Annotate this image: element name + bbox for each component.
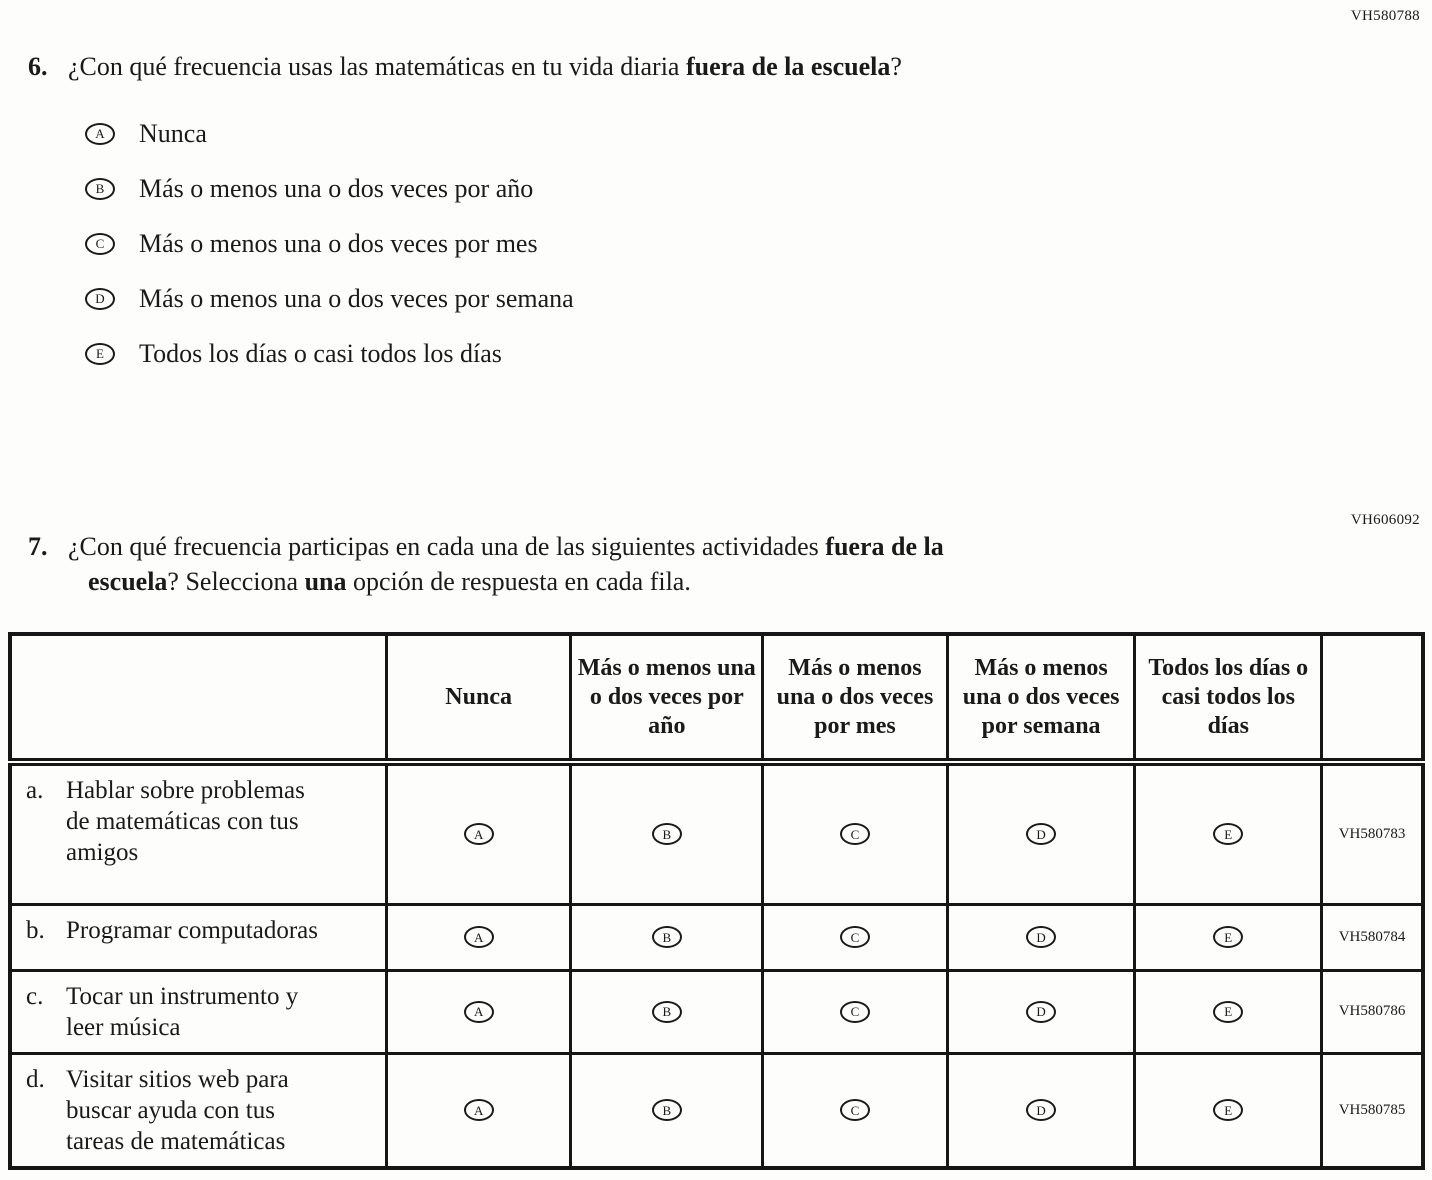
q6-option-c	[28, 216, 1388, 271]
matrix-row-a-stem	[10, 762, 386, 904]
matrix-row-c-bubble-a[interactable]: A	[464, 1001, 494, 1023]
matrix-row-b-cell-c	[763, 904, 948, 970]
matrix-row-c	[10, 970, 1423, 1053]
matrix-col-header-4: Más o menos una o dos veces por semana	[947, 634, 1135, 762]
q6-option-bubble-c[interactable]: C	[85, 233, 115, 255]
matrix-row-c-stem	[10, 970, 386, 1053]
matrix-row-d-cell-e	[1135, 1053, 1322, 1168]
question-6-text: ¿Con qué frecuencia usas las matemáticas en tu vida diaria fuera de la escuela?	[68, 52, 902, 81]
matrix-col-header-5: Todos los días o casi todos los días	[1135, 634, 1322, 762]
matrix-row-a-cell-d	[947, 762, 1135, 904]
matrix-row-a-bubble-e[interactable]: E	[1213, 823, 1243, 845]
matrix-row-c-cell-d	[947, 970, 1135, 1053]
matrix-row-d-stem-text	[26, 1064, 377, 1157]
matrix-row-c-cell-a	[386, 970, 571, 1053]
matrix-row-b	[10, 904, 1423, 970]
question-7-heading	[28, 530, 1388, 564]
q6-option-d	[28, 271, 1388, 326]
matrix-row-b-stem-text	[26, 915, 377, 946]
matrix-row-c-cell-b	[571, 970, 763, 1053]
q6-option-label-e: Todos los días o casi todos los días	[139, 338, 502, 368]
q6-option-label-a: Nunca	[139, 118, 207, 148]
matrix-row-d-item-code: VH580785	[1322, 1053, 1423, 1168]
q6-option-b	[28, 161, 1388, 216]
matrix-row-c-cell-e	[1135, 970, 1322, 1053]
q6-option-bubble-d[interactable]: D	[85, 288, 115, 310]
matrix-row-c-cell-c	[763, 970, 948, 1053]
question-7-number: 7.	[28, 532, 48, 561]
q6-option-bubble-a[interactable]: A	[85, 123, 115, 145]
matrix-row-b-cell-b	[571, 904, 763, 970]
question-6-number: 6.	[28, 52, 48, 81]
matrix-row-b-stem	[10, 904, 386, 970]
matrix-col-header-1: Nunca	[386, 634, 571, 762]
matrix-row-c-stem-text	[26, 981, 377, 1043]
matrix-row-d-bubble-b[interactable]: B	[652, 1099, 682, 1121]
matrix-row-a-bubble-a[interactable]: A	[464, 823, 494, 845]
question-6	[28, 50, 1388, 381]
matrix-row-b-bubble-a[interactable]: A	[464, 926, 494, 948]
matrix-row-b-cell-a	[386, 904, 571, 970]
matrix-row-b-bubble-c[interactable]: C	[840, 926, 870, 948]
matrix-row-d-letter: d.	[26, 1065, 45, 1093]
matrix-row-b-item-code: VH580784	[1322, 904, 1423, 970]
matrix-row-b-bubble-d[interactable]: D	[1026, 926, 1056, 948]
q6-option-label-c: Más o menos una o dos veces por mes	[139, 228, 538, 258]
matrix-row-a-bubble-b[interactable]: B	[652, 823, 682, 845]
question-7-text-line1: ¿Con qué frecuencia participas en cada una de las siguientes actividades fuera de la	[68, 532, 944, 561]
matrix-row-a-cell-e	[1135, 762, 1322, 904]
matrix-row-a-item-code: VH580783	[1322, 762, 1423, 904]
q6-option-bubble-e[interactable]: E	[85, 343, 115, 365]
matrix-row-c-bubble-d[interactable]: D	[1026, 1001, 1056, 1023]
q6-option-bubble-b[interactable]: B	[85, 178, 115, 200]
matrix-row-c-bubble-c[interactable]: C	[840, 1001, 870, 1023]
matrix-row-a-label: Hablar sobre problemas de matemáticas con tus amigos	[66, 777, 305, 866]
matrix-row-d-stem	[10, 1053, 386, 1168]
frequency-matrix-table	[8, 632, 1425, 1170]
q6-option-e	[28, 326, 1388, 381]
matrix-row-a-cell-c	[763, 762, 948, 904]
matrix-body	[10, 762, 1423, 1168]
question-6-heading	[28, 50, 1388, 84]
matrix-row-c-item-code: VH580786	[1322, 970, 1423, 1053]
matrix-row-b-bubble-e[interactable]: E	[1213, 926, 1243, 948]
q6-option-a	[28, 106, 1388, 161]
matrix-row-b-cell-d	[947, 904, 1135, 970]
question-6-options	[28, 106, 1388, 381]
matrix-row-b-bubble-b[interactable]: B	[652, 926, 682, 948]
matrix-row-a	[10, 762, 1423, 904]
item-code-q7: VH606092	[1350, 512, 1420, 528]
question-7	[28, 530, 1388, 598]
matrix-row-a-stem-text	[26, 775, 377, 868]
matrix-row-d-cell-b	[571, 1053, 763, 1168]
question-7-text-line2: escuela? Selecciona una opción de respuesta en cada fila.	[88, 567, 691, 596]
matrix-row-d-bubble-c[interactable]: C	[840, 1099, 870, 1121]
matrix-row-a-cell-b	[571, 762, 763, 904]
matrix-row-c-bubble-e[interactable]: E	[1213, 1001, 1243, 1023]
matrix-row-d-cell-d	[947, 1053, 1135, 1168]
matrix-row-a-letter: a.	[26, 777, 44, 804]
matrix-row-a-bubble-c[interactable]: C	[840, 823, 870, 845]
matrix-row-b-label: Programar computadoras	[66, 916, 319, 944]
matrix-row-b-cell-e	[1135, 904, 1322, 970]
item-code-q6: VH580788	[1350, 8, 1420, 24]
matrix-code-header	[1322, 634, 1423, 762]
matrix-row-a-bubble-d[interactable]: D	[1026, 823, 1056, 845]
matrix-row-d	[10, 1053, 1423, 1168]
matrix-row-c-letter: c.	[26, 982, 44, 1010]
matrix-row-d-label: Visitar sitios web para buscar ayuda con tus tareas de matemáticas	[66, 1065, 289, 1155]
matrix-col-header-3: Más o menos una o dos veces por mes	[763, 634, 948, 762]
matrix-stem-header	[10, 634, 386, 762]
matrix-row-a-cell-a	[386, 762, 571, 904]
matrix-row-d-bubble-d[interactable]: D	[1026, 1099, 1056, 1121]
matrix-row-d-cell-c	[763, 1053, 948, 1168]
matrix-row-b-letter: b.	[26, 916, 45, 944]
q6-option-label-b: Más o menos una o dos veces por año	[139, 173, 534, 203]
matrix-row-c-bubble-b[interactable]: B	[652, 1001, 682, 1023]
matrix-row-c-label: Tocar un instrumento y leer música	[66, 982, 299, 1041]
q6-option-label-d: Más o menos una o dos veces por semana	[139, 283, 574, 313]
matrix-header-row	[10, 634, 1423, 762]
matrix-col-header-2: Más o menos una o dos veces por año	[571, 634, 763, 762]
matrix-row-d-bubble-e[interactable]: E	[1213, 1099, 1243, 1121]
matrix-row-d-bubble-a[interactable]: A	[464, 1099, 494, 1121]
matrix-row-d-cell-a	[386, 1053, 571, 1168]
